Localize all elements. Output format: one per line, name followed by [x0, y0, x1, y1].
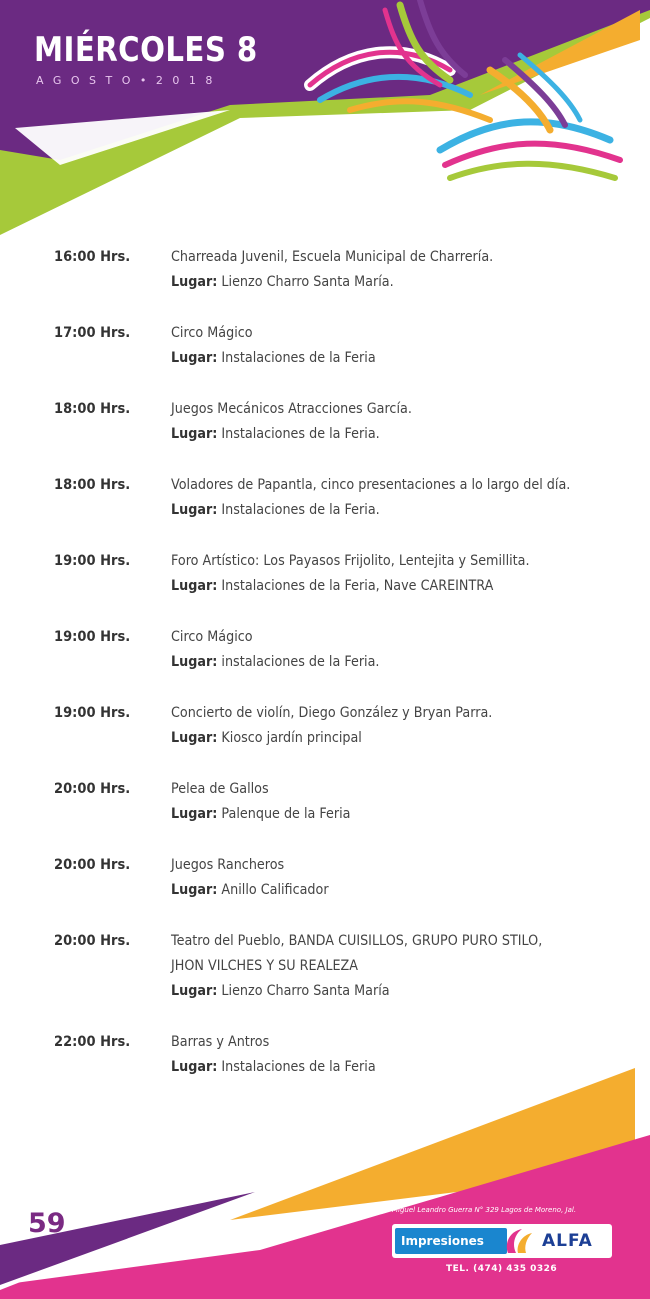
event-venue: [171, 422, 585, 447]
venue-label: Lugar:: [171, 654, 218, 670]
event-time: 20:00 Hrs.: [54, 781, 131, 797]
event-description: [171, 245, 585, 295]
event-title-line: Barras y Antros: [171, 1034, 270, 1050]
event-venue: [171, 802, 585, 827]
page-title: MIÉRCOLES 8: [34, 30, 258, 70]
sponsor-phone: TEL. (474) 435 0326: [446, 1264, 558, 1274]
event-venue: [171, 574, 585, 599]
venue-value: instalaciones de la Feria.: [221, 654, 380, 670]
event-title-line: Circo Mágico: [171, 629, 253, 645]
event-description: [171, 321, 585, 371]
page-subtitle: AGOSTO•2018: [36, 74, 222, 87]
sponsor-logo-right: ALFA: [542, 1231, 593, 1251]
event-title-line: Concierto de violín, Diego González y Bryan Parra.: [171, 705, 493, 721]
venue-label: Lugar:: [171, 502, 218, 518]
event-time: 19:00 Hrs.: [54, 629, 131, 645]
event-venue: [171, 979, 585, 1004]
event-title-line: Voladores de Papantla, cinco presentaciones a lo largo del día.: [171, 477, 571, 493]
venue-label: Lugar:: [171, 1059, 218, 1075]
sponsor-logo: [392, 1224, 612, 1258]
event-venue: [171, 878, 585, 903]
event-title-line: Juegos Rancheros: [171, 857, 285, 873]
event-description: [171, 625, 585, 675]
venue-value: Kiosco jardín principal: [221, 730, 362, 746]
event-time: 20:00 Hrs.: [54, 933, 131, 949]
venue-value: Anillo Calificador: [221, 882, 329, 898]
venue-label: Lugar:: [171, 274, 218, 290]
event-title-line: Foro Artístico: Los Payasos Frijolito, Lentejita y Semillita.: [171, 553, 530, 569]
venue-label: Lugar:: [171, 882, 218, 898]
event-description: [171, 777, 585, 827]
venue-value: Instalaciones de la Feria.: [221, 426, 380, 442]
venue-value: Instalaciones de la Feria, Nave CAREINTRA: [221, 578, 494, 594]
venue-value: Lienzo Charro Santa María.: [221, 274, 394, 290]
event-venue: [171, 346, 585, 371]
sponsor-address: Miguel Leandro Guerra N° 329 Lagos de Moreno, Jal.: [392, 1206, 577, 1214]
event-description: [171, 549, 585, 599]
alfa-logo-mark-icon: [500, 1227, 540, 1255]
event-title-line: Pelea de Gallos: [171, 781, 269, 797]
page-number: 59: [28, 1208, 66, 1239]
event-title-line: Circo Mágico: [171, 325, 253, 341]
event-title-line: Charreada Juvenil, Escuela Municipal de Charrería.: [171, 249, 494, 265]
sponsor-logo-left: Impresiones: [395, 1228, 507, 1254]
event-time: 16:00 Hrs.: [54, 249, 131, 265]
event-time: 20:00 Hrs.: [54, 857, 131, 873]
swallow-bird-icon: [290, 0, 635, 200]
venue-label: Lugar:: [171, 806, 218, 822]
event-venue: [171, 726, 585, 751]
event-time: 19:00 Hrs.: [54, 553, 131, 569]
venue-label: Lugar:: [171, 578, 218, 594]
event-title-line: Teatro del Pueblo, BANDA CUISILLOS, GRUPO PURO STILO,: [171, 933, 543, 949]
venue-value: Instalaciones de la Feria: [221, 1059, 376, 1075]
venue-label: Lugar:: [171, 983, 218, 999]
event-time: 17:00 Hrs.: [54, 325, 131, 341]
event-description: [171, 473, 585, 523]
event-time: 19:00 Hrs.: [54, 705, 131, 721]
event-time: 18:00 Hrs.: [54, 401, 131, 417]
event-venue: [171, 650, 585, 675]
venue-value: Instalaciones de la Feria.: [221, 502, 380, 518]
event-venue: [171, 270, 585, 295]
event-title-line: JHON VILCHES Y SU REALEZA: [171, 958, 358, 974]
venue-label: Lugar:: [171, 730, 218, 746]
venue-value: Lienzo Charro Santa María: [221, 983, 390, 999]
event-description: [171, 397, 585, 447]
event-time: 22:00 Hrs.: [54, 1034, 131, 1050]
event-description: [171, 853, 585, 903]
venue-value: Palenque de la Feria: [221, 806, 351, 822]
venue-label: Lugar:: [171, 426, 218, 442]
event-description: [171, 929, 585, 1004]
venue-value: Instalaciones de la Feria: [221, 350, 376, 366]
event-venue: [171, 498, 585, 523]
event-description: [171, 701, 585, 751]
event-time: 18:00 Hrs.: [54, 477, 131, 493]
venue-label: Lugar:: [171, 350, 218, 366]
event-title-line: Juegos Mecánicos Atracciones García.: [171, 401, 412, 417]
